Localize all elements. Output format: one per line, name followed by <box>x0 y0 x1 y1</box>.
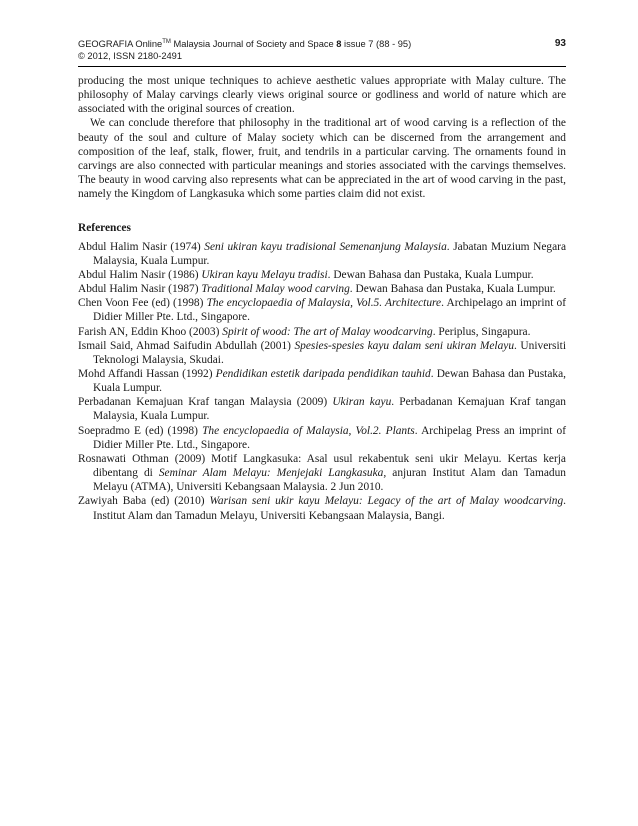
reference-publisher: . Universiti Teknologi Malaysia, Skudai. <box>93 339 566 366</box>
reference-publisher: . Jabatan Muzium Negara Malaysia, Kuala Lumpur. <box>93 240 567 267</box>
page-body <box>78 74 566 523</box>
reference-title: Pendidikan estetik daripada pendidikan tauhid <box>215 367 431 380</box>
reference-publisher: . Dewan Bahasa dan Pustaka, Kuala Lumpur. <box>93 367 567 395</box>
reference-item <box>78 494 566 522</box>
reference-authors: Zawiyah Baba (ed) (2010) <box>78 495 210 508</box>
reference-title: Seni ukiran kayu tradisional Semenanjung Malaysia <box>204 240 447 253</box>
reference-item <box>78 367 566 395</box>
reference-title: The encyclopaedia of Malaysia, Vol.2. Plants <box>202 424 415 437</box>
reference-authors: Ismail Said, Ahmad Saifudin Abdullah (2001) <box>78 339 295 352</box>
reference-title: Ukiran kayu Melayu tradisi <box>201 268 328 281</box>
reference-title: Spirit of wood: The art of Malay woodcarving <box>222 325 433 338</box>
reference-authors: Abdul Halim Nasir (1987) <box>78 283 202 296</box>
reference-title: The encyclopaedia of Malaysia, Vol.5. Architecture <box>206 297 442 310</box>
trademark-sup: TM <box>162 39 171 45</box>
reference-title: Warisan seni ukir kayu Melayu: Legacy of the art of Malay woodcarving <box>209 495 564 508</box>
reference-authors: Farish AN, Eddin Khoo (2003) <box>78 325 223 338</box>
reference-item <box>78 424 566 452</box>
reference-title: Spesies-spesies kayu dalam seni ukiran Melayu <box>294 339 515 352</box>
reference-publisher: . Dewan Bahasa dan Pustaka, Kuala Lumpur. <box>349 283 556 296</box>
body-paragraph-1: producing the most unique techniques to achieve aesthetic values appropriate with Malay culture. The philosophy of Malay carvings clearly views original source or godliness and world of nature which are associated with the original sources of creation. <box>78 75 566 116</box>
running-header <box>78 38 566 62</box>
reference-publisher: . Dewan Bahasa dan Pustaka, Kuala Lumpur. <box>327 268 534 281</box>
reference-authors: Mohd Affandi Hassan (1992) <box>78 367 216 380</box>
journal-line <box>78 38 566 50</box>
reference-authors: Rosnawati Othman (2009) Motif Langkasuka: Asal usul rekabentuk seni ukir Melayu. Kertas kerja dibentang di <box>78 452 566 480</box>
reference-title: Traditional Malay wood carving <box>201 283 350 296</box>
reference-publisher: . Periplus, Singapura. <box>432 325 531 338</box>
page-number: 93 <box>554 38 566 49</box>
issue-info: issue 7 (88 - 95) <box>341 39 412 49</box>
reference-authors: Abdul Halim Nasir (1986) <box>78 268 202 281</box>
reference-item <box>78 452 566 494</box>
reference-item <box>78 268 566 282</box>
journal-prefix: GEOGRAFIA Online <box>78 39 163 49</box>
volume-number: 8 <box>336 39 342 49</box>
reference-item <box>78 240 566 268</box>
reference-item <box>78 296 566 324</box>
journal-name: Malaysia Journal of Society and Space <box>170 39 337 49</box>
reference-authors: Soepradmo E (ed) (1998) <box>78 424 203 437</box>
reference-list <box>78 240 566 523</box>
reference-publisher: . Perbadanan Kemajuan Kraf tangan Malaysia, Kuala Lumpur. <box>93 396 566 423</box>
references-heading: References <box>78 222 131 235</box>
reference-authors: Perbadanan Kemajuan Kraf tangan Malaysia (2009) <box>78 396 333 409</box>
header-rule <box>78 66 566 67</box>
reference-title: Seminar Alam Melayu: Menjejaki Langkasuka, <box>158 467 387 480</box>
reference-publisher: . Institut Alam dan Tamadun Melayu, Universiti Kebangsaan Malaysia, Bangi. <box>93 495 566 522</box>
reference-authors: Chen Voon Fee (ed) (1998) <box>78 297 207 310</box>
reference-publisher: anjuran Institut Alam dan Tamadun Melayu (ATMA), Universiti Kebangsaan Malaysia. 2 Jun 2010. <box>93 467 566 494</box>
reference-item <box>78 325 566 339</box>
reference-item <box>78 282 566 296</box>
reference-authors: Abdul Halim Nasir (1974) <box>78 240 205 253</box>
reference-item <box>78 395 566 423</box>
body-paragraph-2: We can conclude therefore that philosophy in the traditional art of wood carving is a reflection of the beauty of the soul and culture of Malay society which can be discerned from the arrangement and composition of the leaf, stalk, flower, fruit, and tendrils in a particular carving. The ornaments found in carvings are also connected with particular meanings and stories associated with the carvings themselves. The beauty in wood carving also represents what can be appreciated in the art of wood carving in the past, namely the Kingdom of Langkasuka which some parties claim did not exist. <box>78 117 566 201</box>
reference-publisher: . Archipelag Press an imprint of Didier Miller Pte. Ltd., Singapore. <box>93 424 566 451</box>
reference-publisher: . Archipelago an imprint of Didier Miller Pte. Ltd., Singapore. <box>93 297 566 324</box>
reference-title: Ukiran kayu <box>332 396 392 409</box>
reference-item <box>78 339 566 367</box>
copyright-line: © 2012, ISSN 2180-2491 <box>78 51 183 61</box>
